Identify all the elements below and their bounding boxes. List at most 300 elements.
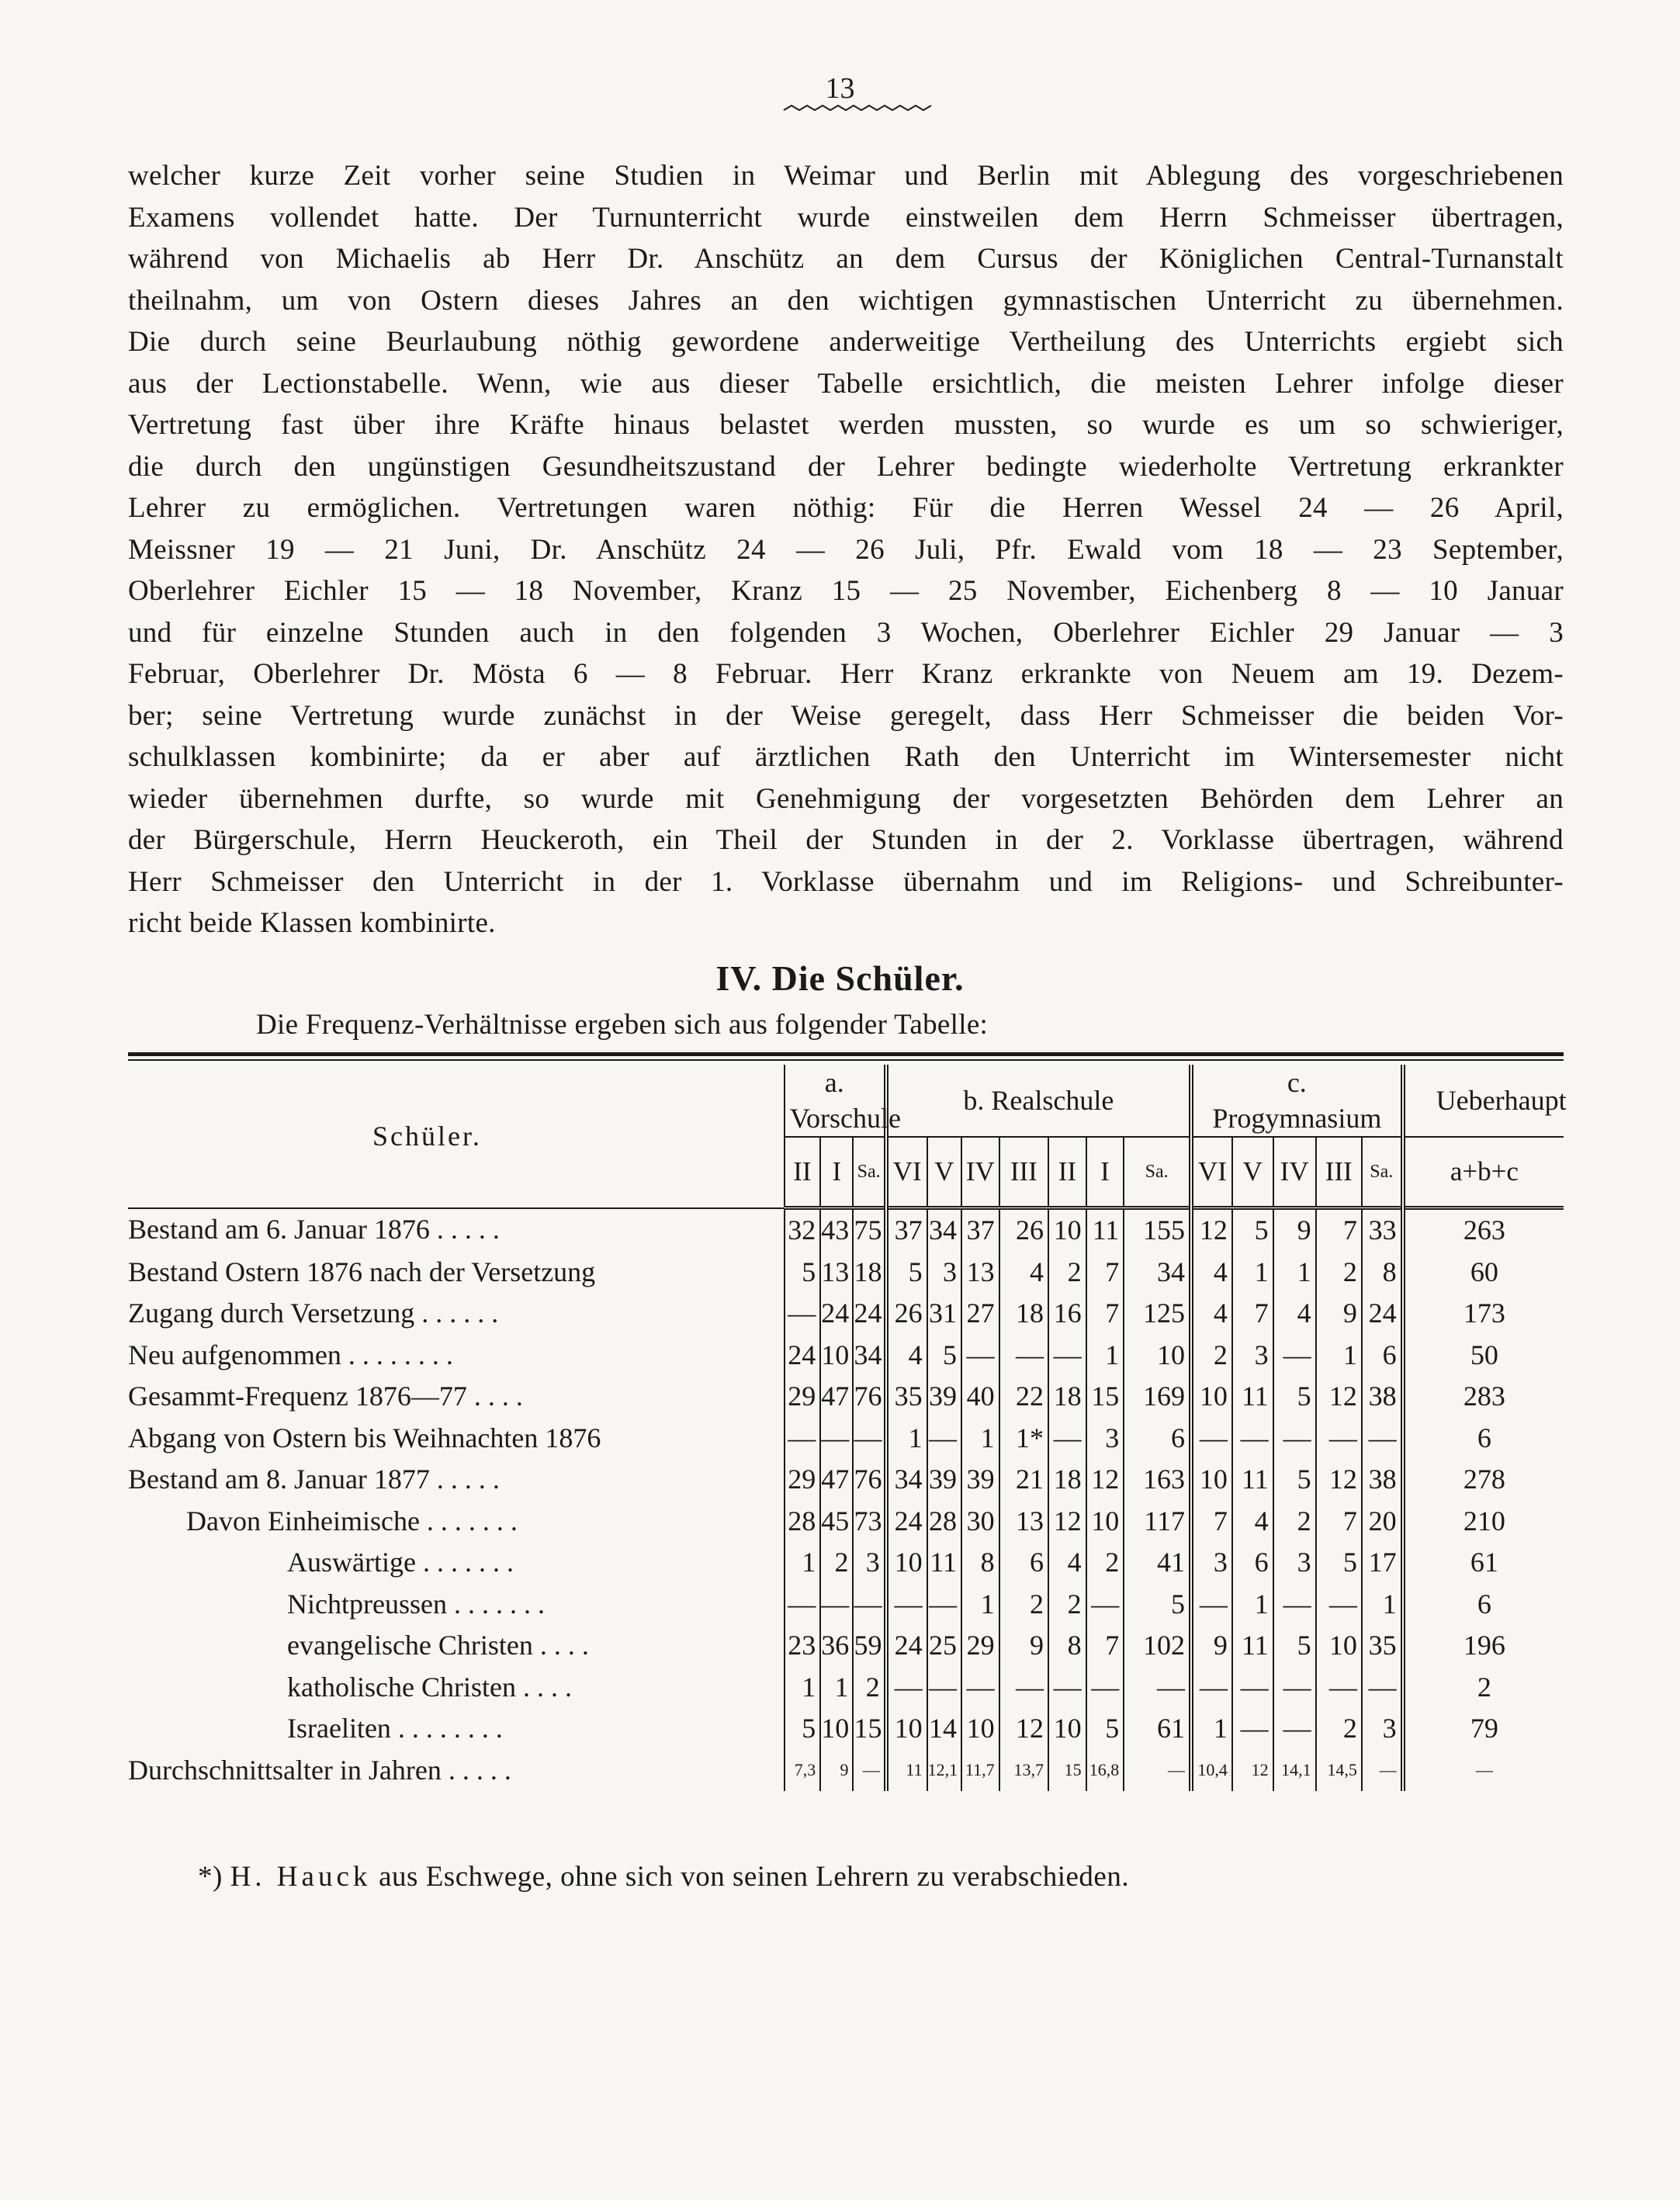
table-cell: 18	[999, 1293, 1048, 1335]
table-cell: 22	[999, 1376, 1048, 1418]
table-cell: 6	[1403, 1418, 1564, 1460]
column-header: IV	[1273, 1137, 1316, 1208]
table-cell: 36	[820, 1625, 853, 1667]
table-top-rule	[128, 1052, 1564, 1056]
group-header-realschule: b. Realschule	[886, 1065, 1191, 1137]
table-cell: —	[927, 1418, 961, 1460]
row-label: katholische Christen . . . .	[287, 1671, 572, 1703]
table-cell: 31	[927, 1293, 961, 1335]
table-cell: —	[927, 1667, 961, 1709]
table-cell: 76	[853, 1376, 885, 1418]
table-cell: 11	[927, 1542, 961, 1584]
table-cell: —	[1273, 1667, 1316, 1709]
table-cell: 2	[1048, 1252, 1086, 1294]
table-cell: 2	[1316, 1708, 1362, 1750]
column-header: Sa.	[853, 1137, 885, 1208]
table-cell: —	[1191, 1584, 1232, 1626]
text-line: und für einzelne Stunden auch in den folgenden 3 Wochen, Oberlehrer Eichler 29 Januar — 3	[128, 616, 1564, 649]
table-cell: 13	[999, 1501, 1048, 1543]
table-top-rule-thin	[128, 1059, 1564, 1061]
table-cell: —	[886, 1667, 927, 1709]
table-cell: 9	[820, 1750, 853, 1792]
table-cell: 12,1	[927, 1750, 961, 1792]
column-header: Sa.	[1362, 1137, 1403, 1208]
text-line: Die durch seine Beurlaubung nöthig gewordene anderweitige Vertheilung des Unterrichts ergiebt sich	[128, 326, 1564, 358]
table-cell: 15	[1048, 1750, 1086, 1792]
column-header: Sa.	[1124, 1137, 1191, 1208]
table-cell: —	[1316, 1584, 1362, 1626]
table-cell: 24	[886, 1625, 927, 1667]
table-intro: Die Frequenz-Verhältnisse ergeben sich aus folgender Tabelle:	[256, 1009, 989, 1041]
table-cell: 6	[1403, 1584, 1564, 1626]
table-cell: —	[820, 1584, 853, 1626]
table-cell: 4	[1191, 1252, 1232, 1294]
table-cell: 2	[1403, 1667, 1564, 1709]
table-cell: 4	[1048, 1542, 1086, 1584]
text-line: Oberlehrer Eichler 15 — 18 November, Kranz 15 — 25 November, Eichenberg 8 — 10 Januar	[128, 575, 1564, 607]
table-cell: 5	[1273, 1625, 1316, 1667]
table-cell: 2	[999, 1584, 1048, 1626]
table-cell: 3	[1086, 1418, 1124, 1460]
table-cell: 60	[1403, 1252, 1564, 1294]
table-cell: 12	[999, 1708, 1048, 1750]
table-cell: —	[1273, 1708, 1316, 1750]
table-cell: 7,3	[785, 1750, 821, 1792]
table-cell: 24	[785, 1335, 821, 1377]
table-cell: —	[820, 1418, 853, 1460]
table-cell: 35	[1362, 1625, 1403, 1667]
table-cell: 163	[1124, 1459, 1191, 1501]
table-cell: 1	[886, 1418, 927, 1460]
table-cell: 7	[1316, 1501, 1362, 1543]
table-cell: —	[1086, 1667, 1124, 1709]
table-cell: 14,5	[1316, 1750, 1362, 1792]
text-line: theilnahm, um von Ostern dieses Jahres an den wichtigen gymnastischen Unterricht zu übernehmen.	[128, 284, 1564, 317]
table-cell: 12	[1191, 1208, 1232, 1252]
table-cell: 16,8	[1086, 1750, 1124, 1792]
table-cell: 1	[1191, 1708, 1232, 1750]
table-cell: 33	[1362, 1208, 1403, 1252]
table-cell: —	[1273, 1584, 1316, 1626]
table-cell: 2	[1086, 1542, 1124, 1584]
table-cell: —	[1232, 1708, 1273, 1750]
table-cell: 76	[853, 1459, 885, 1501]
table-cell: 79	[1403, 1708, 1564, 1750]
table-cell: 24	[886, 1501, 927, 1543]
footnote	[198, 1862, 1129, 1891]
table-cell: —	[785, 1293, 821, 1335]
column-header: a+b+c	[1403, 1137, 1564, 1208]
table-cell: 24	[853, 1293, 885, 1335]
table-cell: 10	[1124, 1335, 1191, 1377]
table-cell: 1	[961, 1418, 999, 1460]
table-row	[128, 1708, 1564, 1750]
text-line: während von Michaelis ab Herr Dr. Anschütz an dem Cursus der Königlichen Central-Turnanstalt	[128, 243, 1564, 275]
text-line: schulklassen kombinirte; da er aber auf ärztlichen Rath den Unterricht im Wintersemester nicht	[128, 741, 1564, 773]
table-cell: 26	[886, 1293, 927, 1335]
table-cell: 8	[1362, 1252, 1403, 1294]
table-cell: 9	[999, 1625, 1048, 1667]
column-header: VI	[886, 1137, 927, 1208]
table-cell: 25	[927, 1625, 961, 1667]
table-cell: 278	[1403, 1459, 1564, 1501]
table-cell: 5	[1086, 1708, 1124, 1750]
table-cell: 11	[886, 1750, 927, 1792]
table-row	[128, 1335, 1564, 1377]
row-label: Zugang durch Versetzung . . . . . .	[128, 1297, 499, 1329]
table-cell: 4	[1191, 1293, 1232, 1335]
table-cell: 7	[1086, 1252, 1124, 1294]
table-cell: 13,7	[999, 1750, 1048, 1792]
table-cell: 37	[961, 1208, 999, 1252]
table-cell: 4	[1232, 1501, 1273, 1543]
table-cell: 5	[1316, 1542, 1362, 1584]
table-cell: 1	[1232, 1584, 1273, 1626]
text-line: welcher kurze Zeit vorher seine Studien in Weimar und Berlin mit Ablegung des vorgeschriebenen	[128, 160, 1564, 192]
table-cell: 34	[1124, 1252, 1191, 1294]
table-cell: 12	[1316, 1376, 1362, 1418]
table-cell: 125	[1124, 1293, 1191, 1335]
table-cell: 263	[1403, 1208, 1564, 1252]
corner-label: Schüler.	[128, 1065, 785, 1208]
table-cell: 12	[1316, 1459, 1362, 1501]
table-cell: —	[999, 1667, 1048, 1709]
table-row	[128, 1459, 1564, 1501]
column-header: IV	[961, 1137, 999, 1208]
table-cell: 10	[961, 1708, 999, 1750]
table-cell: 7	[1086, 1625, 1124, 1667]
table-cell: 1	[785, 1542, 821, 1584]
text-line: Lehrer zu ermöglichen. Vertretungen waren nöthig: Für die Herren Wessel 24 — 26 April,	[128, 492, 1564, 524]
table-cell: 3	[1232, 1335, 1273, 1377]
table-cell: 117	[1124, 1501, 1191, 1543]
table-cell: 3	[1273, 1542, 1316, 1584]
table-cell: 16	[1048, 1293, 1086, 1335]
table-cell: 14,1	[1273, 1750, 1316, 1792]
table-cell: 12	[1048, 1501, 1086, 1543]
table-cell: 1	[1316, 1335, 1362, 1377]
row-label: Nichtpreussen . . . . . . .	[287, 1588, 545, 1620]
table-cell: 11	[1086, 1208, 1124, 1252]
table-row	[128, 1542, 1564, 1584]
column-header: V	[927, 1137, 961, 1208]
row-label: Bestand Ostern 1876 nach der Versetzung	[128, 1256, 596, 1287]
table-cell: 7	[1086, 1293, 1124, 1335]
table-cell: 12	[1232, 1750, 1273, 1792]
column-header: II	[1048, 1137, 1086, 1208]
table-cell: 1	[961, 1584, 999, 1626]
table-cell: 15	[853, 1708, 885, 1750]
table-cell: —	[927, 1584, 961, 1626]
table-cell: 5	[1232, 1208, 1273, 1252]
table-cell: 18	[853, 1252, 885, 1294]
table-cell: 10	[1316, 1625, 1362, 1667]
table-cell: 2	[1048, 1584, 1086, 1626]
column-header: V	[1232, 1137, 1273, 1208]
table-cell: —	[1048, 1667, 1086, 1709]
table-cell: —	[961, 1667, 999, 1709]
table-cell: 10	[1191, 1459, 1232, 1501]
table-cell: 21	[999, 1459, 1048, 1501]
table-cell: —	[1316, 1667, 1362, 1709]
table-row	[128, 1376, 1564, 1418]
table-cell: 3	[927, 1252, 961, 1294]
footnote-mark: *)	[198, 1861, 223, 1893]
row-label: Bestand am 6. Januar 1876 . . . . .	[128, 1214, 500, 1246]
table-cell: 24	[1362, 1293, 1403, 1335]
table-cell: 45	[820, 1501, 853, 1543]
column-header: VI	[1191, 1137, 1232, 1208]
table-cell: 169	[1124, 1376, 1191, 1418]
table-cell: 7	[1191, 1501, 1232, 1543]
row-label: Davon Einheimische . . . . . . .	[186, 1505, 518, 1537]
column-header: III	[1316, 1137, 1362, 1208]
table-cell: 73	[853, 1501, 885, 1543]
row-label: Gesammt-Frequenz 1876—77 . . . .	[128, 1381, 523, 1412]
table-cell: —	[785, 1418, 821, 1460]
table-cell: —	[1191, 1418, 1232, 1460]
table-cell: 75	[853, 1208, 885, 1252]
table-cell: —	[785, 1584, 821, 1626]
row-label: Abgang von Ostern bis Weihnachten 1876	[128, 1422, 601, 1453]
table-cell: 5	[785, 1708, 821, 1750]
row-label: Durchschnittsalter in Jahren . . . . .	[128, 1754, 511, 1786]
table-cell: 2	[1316, 1252, 1362, 1294]
group-header-ueberhaupt: Ueberhaupt	[1403, 1065, 1564, 1137]
table-cell: 7	[1316, 1208, 1362, 1252]
row-label: Israeliten . . . . . . . .	[287, 1713, 503, 1744]
table-cell: 7	[1232, 1293, 1273, 1335]
table-cell: 15	[1086, 1376, 1124, 1418]
table-cell: 26	[999, 1208, 1048, 1252]
table-cell: 24	[820, 1293, 853, 1335]
table-cell: 5	[886, 1252, 927, 1294]
text-line: aus der Lectionstabelle. Wenn, wie aus dieser Tabelle ersichtlich, die meisten Lehrer infolge dieser	[128, 367, 1564, 400]
table-cell: 37	[886, 1208, 927, 1252]
table-cell: 10	[820, 1335, 853, 1377]
table-cell: 6	[1232, 1542, 1273, 1584]
table-cell: 10	[886, 1542, 927, 1584]
table-cell: 1	[820, 1667, 853, 1709]
table-cell: 5	[1124, 1584, 1191, 1626]
table-row	[128, 1252, 1564, 1294]
table-cell: 155	[1124, 1208, 1191, 1252]
table-row	[128, 1667, 1564, 1709]
table-cell: 39	[927, 1459, 961, 1501]
table-cell: 11	[1232, 1376, 1273, 1418]
table-cell: —	[1048, 1335, 1086, 1377]
table-cell: 2	[820, 1542, 853, 1584]
table-cell: 50	[1403, 1335, 1564, 1377]
page-number: 13	[825, 72, 855, 105]
table-cell: 28	[927, 1501, 961, 1543]
table-cell: 39	[927, 1376, 961, 1418]
table-cell: —	[1362, 1418, 1403, 1460]
row-label: Bestand am 8. Januar 1877 . . . . .	[128, 1464, 500, 1495]
table-cell: 102	[1124, 1625, 1191, 1667]
table-cell: 20	[1362, 1501, 1403, 1543]
table-row	[128, 1208, 1564, 1252]
column-header: I	[820, 1137, 853, 1208]
table-cell: —	[1191, 1667, 1232, 1709]
table-cell: 28	[785, 1501, 821, 1543]
table-cell: 5	[927, 1335, 961, 1377]
group-header-progymnasium: c. Progymnasium	[1191, 1065, 1403, 1137]
table-cell: 30	[961, 1501, 999, 1543]
table-cell: —	[1403, 1750, 1564, 1792]
column-header: I	[1086, 1137, 1124, 1208]
table-cell: 47	[820, 1376, 853, 1418]
table-cell: 6	[999, 1542, 1048, 1584]
table-cell: 34	[853, 1335, 885, 1377]
text-line: Februar, Oberlehrer Dr. Mösta 6 — 8 Februar. Herr Kranz erkrankte von Neuem am 19. Dezem-	[128, 658, 1564, 690]
table-cell: 10	[1191, 1376, 1232, 1418]
table-cell: —	[1124, 1667, 1191, 1709]
table-cell: 9	[1273, 1208, 1316, 1252]
table-cell: 9	[1191, 1625, 1232, 1667]
table-cell: 14	[927, 1708, 961, 1750]
table-cell: 13	[961, 1252, 999, 1294]
table-cell: 8	[1048, 1625, 1086, 1667]
table-cell: 18	[1048, 1459, 1086, 1501]
table-cell: 29	[785, 1376, 821, 1418]
table-cell: —	[1316, 1418, 1362, 1460]
table-cell: 210	[1403, 1501, 1564, 1543]
table-cell: —	[853, 1584, 885, 1626]
table-cell: 1	[785, 1667, 821, 1709]
table-cell: 34	[927, 1208, 961, 1252]
table-cell: —	[1362, 1667, 1403, 1709]
table-cell: —	[999, 1335, 1048, 1377]
column-header: III	[999, 1137, 1048, 1208]
table-cell: 10	[1086, 1501, 1124, 1543]
text-line: Examens vollendet hatte. Der Turnunterricht wurde einstweilen dem Herrn Schmeisser übertragen,	[128, 201, 1564, 234]
table-cell: 4	[999, 1252, 1048, 1294]
table-cell: 9	[1316, 1293, 1362, 1335]
table-cell: 283	[1403, 1376, 1564, 1418]
table-cell: 5	[1273, 1459, 1316, 1501]
table-row	[128, 1625, 1564, 1667]
table-row	[128, 1584, 1564, 1626]
text-line: die durch den ungünstigen Gesundheitszustand der Lehrer bedingte wiederholte Vertretung erkrankter	[128, 450, 1564, 483]
table-cell: 39	[961, 1459, 999, 1501]
table-cell: 6	[1362, 1335, 1403, 1377]
ornament-rule	[784, 102, 931, 113]
table-cell: 61	[1124, 1708, 1191, 1750]
table-cell: 10	[886, 1708, 927, 1750]
table-cell: 35	[886, 1376, 927, 1418]
table-cell: 47	[820, 1459, 853, 1501]
table-cell: 11	[1232, 1625, 1273, 1667]
table-cell: 1	[1273, 1252, 1316, 1294]
table-cell: —	[1362, 1750, 1403, 1792]
table-cell: 1	[1086, 1335, 1124, 1377]
table-cell: 11	[1232, 1459, 1273, 1501]
column-header: II	[785, 1137, 821, 1208]
table-cell: 1	[1362, 1584, 1403, 1626]
table-row	[128, 1750, 1564, 1792]
table-cell: 2	[853, 1667, 885, 1709]
table-cell: 10	[1048, 1708, 1086, 1750]
table-cell: 3	[853, 1542, 885, 1584]
table-cell: 4	[886, 1335, 927, 1377]
text-line: richt beide Klassen kombinirte.	[128, 907, 496, 939]
table-row	[128, 1293, 1564, 1335]
table-cell: —	[1232, 1667, 1273, 1709]
table-cell: 3	[1362, 1708, 1403, 1750]
footnote-name: H. Hauck	[230, 1861, 372, 1893]
table-cell: 5	[785, 1252, 821, 1294]
table-cell: 2	[1273, 1501, 1316, 1543]
text-line: der Bürgerschule, Herrn Heuckeroth, ein Theil der Stunden in der 2. Vorklasse übertragen, während	[128, 824, 1564, 856]
row-label: evangelische Christen . . . .	[287, 1630, 589, 1661]
table-cell: 12	[1086, 1459, 1124, 1501]
table-cell: —	[1086, 1584, 1124, 1626]
table-cell: —	[853, 1418, 885, 1460]
table-cell: —	[1273, 1335, 1316, 1377]
table-cell: 10	[820, 1708, 853, 1750]
body-paragraph	[128, 155, 1564, 944]
table-cell: 1*	[999, 1418, 1048, 1460]
table-cell: 11,7	[961, 1750, 999, 1792]
footnote-text: aus Eschwege, ohne sich von seinen Lehrern zu verabschieden.	[379, 1861, 1130, 1893]
text-line: wieder übernehmen durfte, so wurde mit Genehmigung der vorgesetzten Behörden dem Lehrer an	[128, 782, 1564, 815]
table-cell: 173	[1403, 1293, 1564, 1335]
table-cell: 8	[961, 1542, 999, 1584]
table-cell: 41	[1124, 1542, 1191, 1584]
table-cell: —	[853, 1750, 885, 1792]
table-cell: 10,4	[1191, 1750, 1232, 1792]
table-cell: 38	[1362, 1376, 1403, 1418]
table-cell: 29	[961, 1625, 999, 1667]
table-cell: 59	[853, 1625, 885, 1667]
table-row	[128, 1501, 1564, 1543]
table-cell: 17	[1362, 1542, 1403, 1584]
table-cell: 34	[886, 1459, 927, 1501]
row-label: Neu aufgenommen . . . . . . . .	[128, 1339, 453, 1370]
table-cell: 38	[1362, 1459, 1403, 1501]
table-cell: 5	[1273, 1376, 1316, 1418]
table-cell: —	[1124, 1750, 1191, 1792]
table-cell: 23	[785, 1625, 821, 1667]
table-cell: 2	[1191, 1335, 1232, 1377]
table-cell: 4	[1273, 1293, 1316, 1335]
table-cell: 10	[1048, 1208, 1086, 1252]
text-line: Vertretung fast über ihre Kräfte hinaus belastet werden mussten, so wurde es um so schwieriger,	[128, 409, 1564, 441]
table-cell: 27	[961, 1293, 999, 1335]
table-cell: 32	[785, 1208, 821, 1252]
table-cell: 61	[1403, 1542, 1564, 1584]
table-cell: 29	[785, 1459, 821, 1501]
table-cell: 6	[1124, 1418, 1191, 1460]
table-cell: 3	[1191, 1542, 1232, 1584]
table-cell: —	[1048, 1418, 1086, 1460]
table-cell: —	[961, 1335, 999, 1377]
section-heading: IV. Die Schüler.	[715, 958, 965, 998]
table-cell: —	[1232, 1418, 1273, 1460]
table-cell: 18	[1048, 1376, 1086, 1418]
table-cell: 40	[961, 1376, 999, 1418]
table-cell: 196	[1403, 1625, 1564, 1667]
frequency-table	[128, 1065, 1567, 1791]
table-cell: —	[1273, 1418, 1316, 1460]
row-label: Auswärtige . . . . . . .	[287, 1547, 514, 1578]
table-cell: 13	[820, 1252, 853, 1294]
group-header-vorschule: a. Vorschule	[785, 1065, 886, 1137]
table-cell: 43	[820, 1208, 853, 1252]
text-line: Herr Schmeisser den Unterricht in der 1. Vorklasse übernahm und im Religions- und Schreibunter-	[128, 865, 1564, 898]
table-cell: —	[886, 1584, 927, 1626]
